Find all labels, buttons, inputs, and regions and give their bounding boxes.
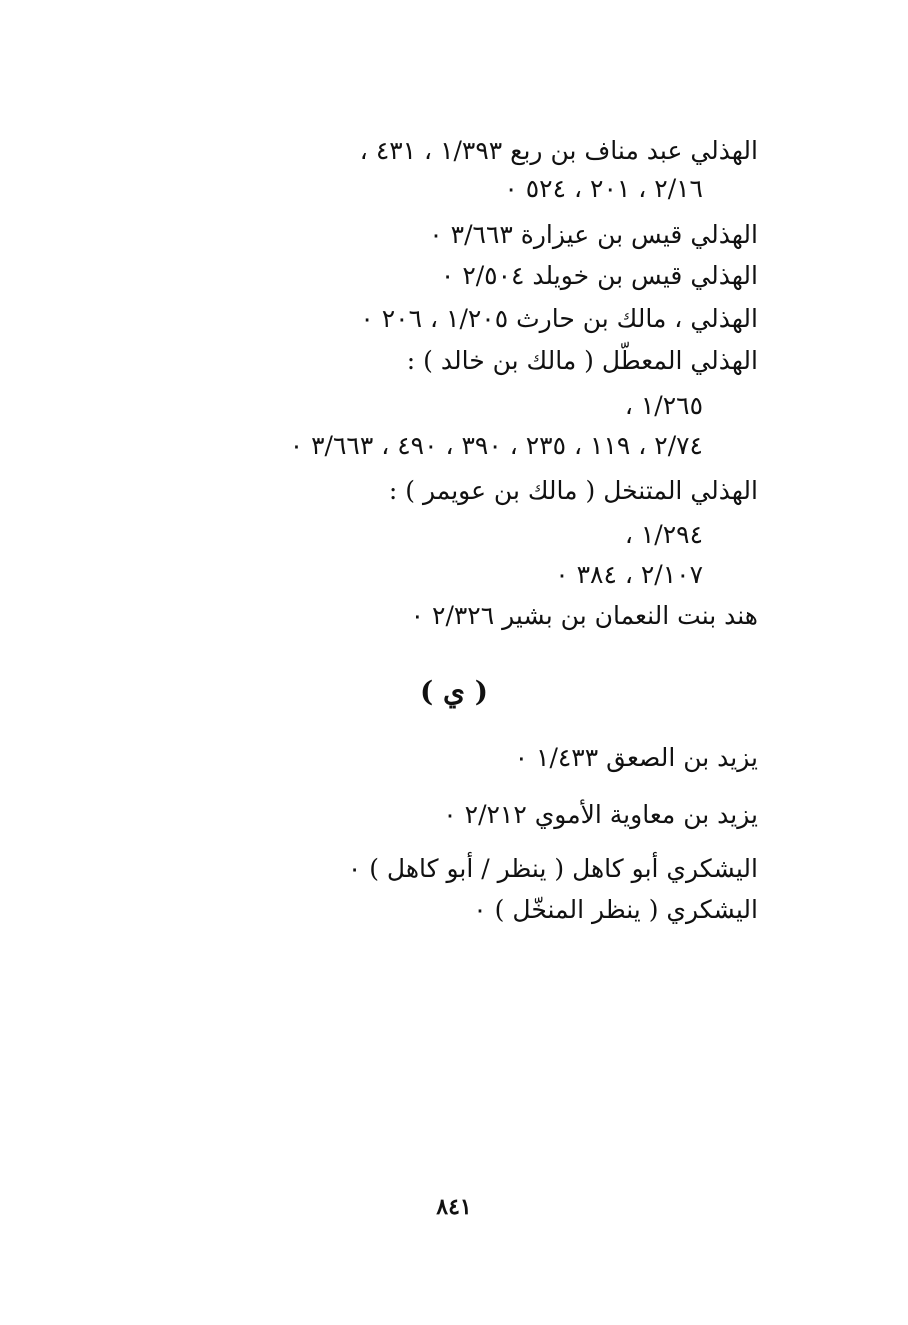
index-entry-yashkuri-abu-kahil: اليشكري أبو كاهل ( ينظر / أبو كاهل ) ٠ <box>347 854 758 883</box>
index-entry-yazid-sa-iq: يزيد بن الصعق ١/٤٣٣ ٠ <box>514 743 758 772</box>
index-entry-continuation: ٢/١٠٧ ، ٣٨٤ ٠ <box>555 560 703 589</box>
index-entry-hudhali-muattal: الهذلي المعطّل ( مالك بن خالد ) : <box>406 346 758 375</box>
section-heading-ya: ( ي ) <box>420 675 488 708</box>
index-entry-yashkuri-munakhkhal: اليشكري ( ينظر المنخّل ) ٠ <box>473 895 758 924</box>
index-entry-hudhali-abd-manaf: الهذلي عبد مناف بن ربع ١/٣٩٣ ، ٤٣١ ، <box>359 136 758 165</box>
index-entry-yazid-muawiya: يزيد بن معاوية الأموي ٢/٢١٢ ٠ <box>443 800 758 829</box>
index-entry-hudhali-malik-harith: الهذلي ، مالك بن حارث ١/٢٠٥ ، ٢٠٦ ٠ <box>360 304 758 333</box>
index-entry-hind-bint-numan: هند بنت النعمان بن بشير ٢/٣٢٦ ٠ <box>410 601 758 630</box>
index-entry-hudhali-qays-ayzara: الهذلي قيس بن عيزارة ٣/٦٦٣ ٠ <box>429 220 758 249</box>
index-entry-hudhali-mutanakhkhil: الهذلي المتنخل ( مالك بن عويمر ) : <box>388 476 758 505</box>
index-entry-continuation: ٢/١٦ ، ٢٠١ ، ٥٢٤ ٠ <box>504 174 703 203</box>
index-entry-continuation: ١/٢٩٤ ، <box>624 520 703 549</box>
page-number: ٨٤١ <box>436 1194 472 1220</box>
index-entry-continuation: ١/٢٦٥ ، <box>624 391 703 420</box>
index-entry-continuation: ٢/٧٤ ، ١١٩ ، ٢٣٥ ، ٣٩٠ ، ٤٩٠ ، ٣/٦٦٣ ٠ <box>289 431 703 460</box>
index-entry-hudhali-qays-khuwaylid: الهذلي قيس بن خويلد ٢/٥٠٤ ٠ <box>440 261 758 290</box>
